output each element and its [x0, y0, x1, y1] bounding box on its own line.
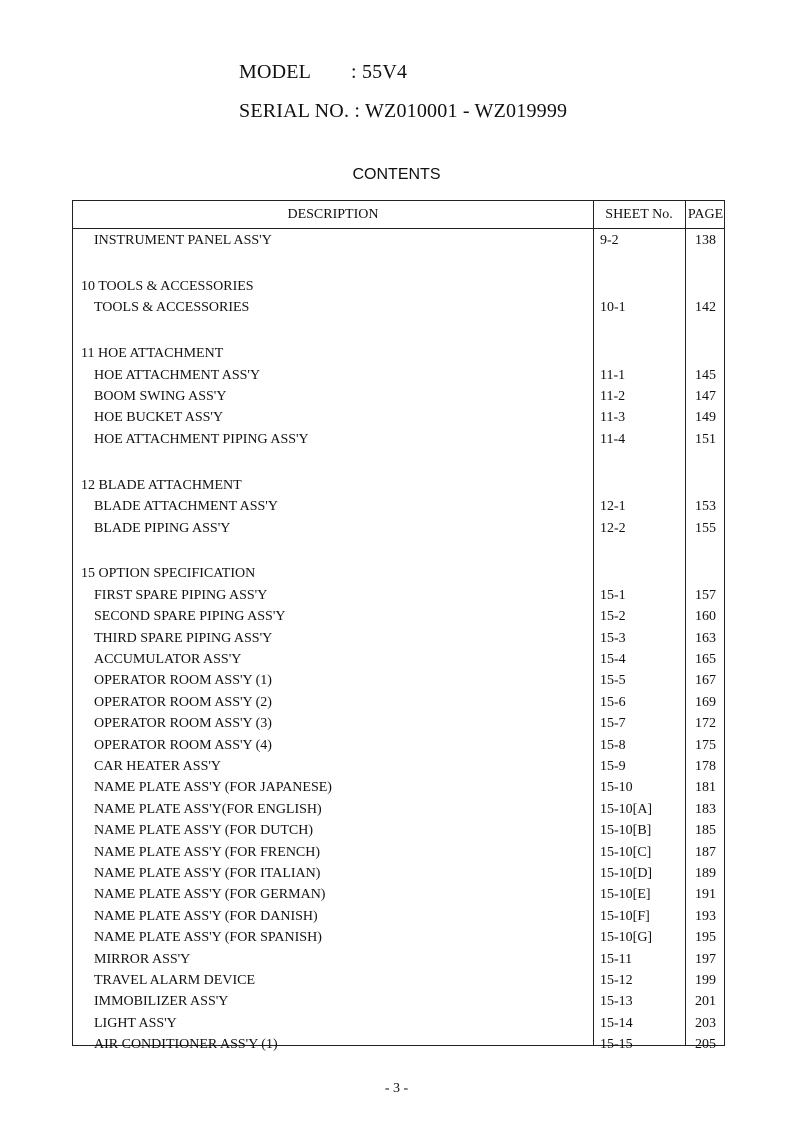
cell-description: BLADE ATTACHMENT ASS'Y	[94, 499, 278, 515]
model-line	[239, 61, 407, 84]
cell-page: 197	[695, 951, 716, 967]
cell-page: 187	[695, 844, 716, 860]
cell-sheet: 11-2	[600, 389, 626, 404]
table-row	[73, 716, 724, 737]
contents-title: CONTENTS	[352, 166, 441, 183]
cell-description: LIGHT ASS'Y	[94, 1015, 177, 1031]
cell-page: 181	[695, 780, 716, 796]
page-number: - 3 -	[384, 1081, 409, 1096]
section-heading-row	[73, 478, 724, 499]
table-row	[73, 887, 724, 908]
serial-value: WZ010001 - WZ019999	[364, 100, 568, 122]
table-row	[73, 738, 724, 759]
table-row	[73, 631, 724, 652]
cell-sheet: 15-5	[600, 673, 626, 689]
cell-page: 160	[695, 609, 716, 625]
table-row	[73, 410, 724, 431]
cell-description: MIRROR ASS'Y	[94, 951, 191, 967]
cell-page: 175	[695, 737, 716, 753]
cell-page: 153	[695, 499, 716, 515]
cell-sheet: 15-1	[600, 587, 626, 603]
cell-sheet: 11-1	[600, 367, 626, 383]
cell-page: 138	[695, 233, 716, 248]
cell-page: 191	[695, 887, 716, 903]
cell-page: 147	[695, 389, 716, 404]
cell-description: INSTRUMENT PANEL ASS'Y	[94, 233, 272, 248]
cell-sheet: 12-1	[600, 499, 626, 515]
cell-description: SECOND SPARE PIPING ASS'Y	[94, 609, 286, 625]
cell-page: 163	[695, 630, 716, 646]
cell-sheet: 15-10[G]	[600, 930, 653, 946]
cell-page: 185	[695, 823, 716, 839]
cell-description: NAME PLATE ASS'Y (FOR SPANISH)	[94, 930, 322, 946]
table-row	[73, 802, 724, 823]
table-row	[73, 1037, 724, 1058]
table-row	[73, 368, 724, 389]
cell-sheet: 11-4	[600, 431, 626, 447]
cell-sheet: 15-4	[600, 652, 626, 667]
table-row	[73, 300, 724, 321]
cell-description: IMMOBILIZER ASS'Y	[94, 994, 229, 1010]
cell-sheet: 11-3	[600, 410, 626, 426]
spacer-row	[73, 254, 724, 275]
model-label: MODEL	[239, 61, 312, 83]
cell-sheet: 15-8	[600, 737, 626, 753]
cell-sheet: 15-6	[600, 694, 626, 710]
contents-table	[72, 200, 725, 1053]
table-row	[73, 609, 724, 630]
table-row	[73, 909, 724, 930]
cell-description: AIR CONDITIONER ASS'Y (1)	[94, 1037, 278, 1053]
cell-page: 205	[695, 1037, 716, 1053]
cell-page: 178	[695, 759, 716, 774]
cell-sheet: 15-11	[600, 951, 633, 967]
cell-description: HOE ATTACHMENT ASS'Y	[94, 367, 261, 383]
column-header-page: PAGE	[687, 207, 724, 222]
column-header-description: DESCRIPTION	[287, 207, 379, 222]
cell-sheet: 15-10[B]	[600, 823, 652, 839]
cell-page: 201	[695, 994, 716, 1010]
cell-page: 155	[695, 520, 716, 536]
table-row	[73, 233, 724, 254]
cell-description: OPERATOR ROOM ASS'Y (1)	[94, 673, 272, 689]
section-heading-row	[73, 279, 724, 300]
table-row	[73, 759, 724, 780]
cell-description: TOOLS & ACCESSORIES	[94, 300, 250, 316]
table-row	[73, 845, 724, 866]
cell-description: TRAVEL ALARM DEVICE	[94, 973, 255, 988]
cell-description: BLADE PIPING ASS'Y	[94, 520, 231, 536]
table-row	[73, 432, 724, 453]
table-row	[73, 588, 724, 609]
cell-description: HOE BUCKET ASS'Y	[94, 410, 224, 426]
cell-page: 165	[695, 652, 716, 667]
cell-sheet: 15-10	[600, 780, 633, 796]
cell-description: FIRST SPARE PIPING ASS'Y	[94, 587, 268, 603]
table-row	[73, 780, 724, 801]
table-row	[73, 1016, 724, 1037]
header-rule	[73, 228, 724, 229]
cell-description: NAME PLATE ASS'Y (FOR GERMAN)	[94, 887, 326, 903]
cell-sheet: 9-2	[600, 233, 619, 248]
section-heading-row	[73, 346, 724, 367]
cell-description: NAME PLATE ASS'Y(FOR ENGLISH)	[94, 801, 322, 817]
table-row	[73, 389, 724, 410]
cell-sheet: 15-10[D]	[600, 866, 653, 881]
table-row	[73, 994, 724, 1015]
cell-sheet: 15-3	[600, 630, 626, 646]
cell-sheet: 15-10[A]	[600, 801, 653, 817]
cell-page: 142	[695, 300, 716, 316]
cell-page: 169	[695, 694, 716, 710]
cell-sheet: 15-14	[600, 1015, 633, 1031]
cell-sheet: 12-2	[600, 520, 626, 536]
cell-page: 145	[695, 367, 716, 383]
cell-sheet: 15-10[F]	[600, 908, 650, 924]
cell-page: 203	[695, 1015, 716, 1031]
cell-description: CAR HEATER ASS'Y	[94, 759, 221, 774]
cell-page: 149	[695, 410, 716, 426]
cell-description: OPERATOR ROOM ASS'Y (3)	[94, 716, 272, 732]
cell-sheet: 15-13	[600, 994, 633, 1010]
cell-description: 12 BLADE ATTACHMENT	[81, 477, 242, 493]
table-row	[73, 930, 724, 951]
serial-line	[239, 100, 567, 123]
cell-sheet: 15-10[E]	[600, 887, 651, 903]
cell-description: HOE ATTACHMENT PIPING ASS'Y	[94, 431, 309, 447]
cell-description: OPERATOR ROOM ASS'Y (2)	[94, 694, 272, 710]
cell-description: BOOM SWING ASS'Y	[94, 389, 227, 404]
cell-page: 151	[695, 431, 716, 447]
cell-description: ACCUMULATOR ASS'Y	[94, 652, 242, 667]
cell-sheet: 15-12	[600, 973, 633, 988]
cell-page: 199	[695, 973, 716, 988]
cell-description: NAME PLATE ASS'Y (FOR ITALIAN)	[94, 866, 321, 881]
spacer-row	[73, 322, 724, 343]
table-row	[73, 499, 724, 520]
cell-page: 183	[695, 801, 716, 817]
cell-sheet: 15-15	[600, 1037, 633, 1053]
cell-description: 10 TOOLS & ACCESSORIES	[81, 278, 254, 294]
cell-sheet: 15-9	[600, 759, 626, 774]
cell-page: 157	[695, 587, 716, 603]
spacer-row	[73, 542, 724, 563]
cell-description: NAME PLATE ASS'Y (FOR JAPANESE)	[94, 780, 332, 796]
serial-label: SERIAL NO. :	[239, 100, 361, 122]
cell-description: 11 HOE ATTACHMENT	[81, 346, 224, 362]
cell-description: NAME PLATE ASS'Y (FOR FRENCH)	[94, 844, 321, 860]
cell-description: NAME PLATE ASS'Y (FOR DUTCH)	[94, 823, 314, 839]
cell-page: 172	[695, 716, 716, 732]
table-row	[73, 652, 724, 673]
cell-page: 193	[695, 908, 716, 924]
table-row	[73, 521, 724, 542]
column-header-sheet: SHEET No.	[605, 207, 673, 222]
cell-description: NAME PLATE ASS'Y (FOR DANISH)	[94, 908, 318, 924]
table-row	[73, 673, 724, 694]
model-value: : 55V4	[351, 61, 408, 83]
table-row	[73, 695, 724, 716]
cell-description: THIRD SPARE PIPING ASS'Y	[94, 630, 273, 646]
cell-sheet: 15-2	[600, 609, 626, 625]
cell-description: 15 OPTION SPECIFICATION	[81, 566, 256, 582]
spacer-row	[73, 453, 724, 474]
cell-page: 195	[695, 930, 716, 946]
section-heading-row	[73, 566, 724, 587]
cell-description: OPERATOR ROOM ASS'Y (4)	[94, 737, 272, 753]
table-row	[73, 823, 724, 844]
table-row	[73, 952, 724, 973]
cell-page: 189	[695, 866, 716, 881]
cell-page: 167	[695, 673, 716, 689]
cell-sheet: 15-10[C]	[600, 844, 652, 860]
cell-sheet: 15-7	[600, 716, 626, 732]
table-row	[73, 973, 724, 994]
cell-sheet: 10-1	[600, 300, 626, 316]
table-row	[73, 866, 724, 887]
